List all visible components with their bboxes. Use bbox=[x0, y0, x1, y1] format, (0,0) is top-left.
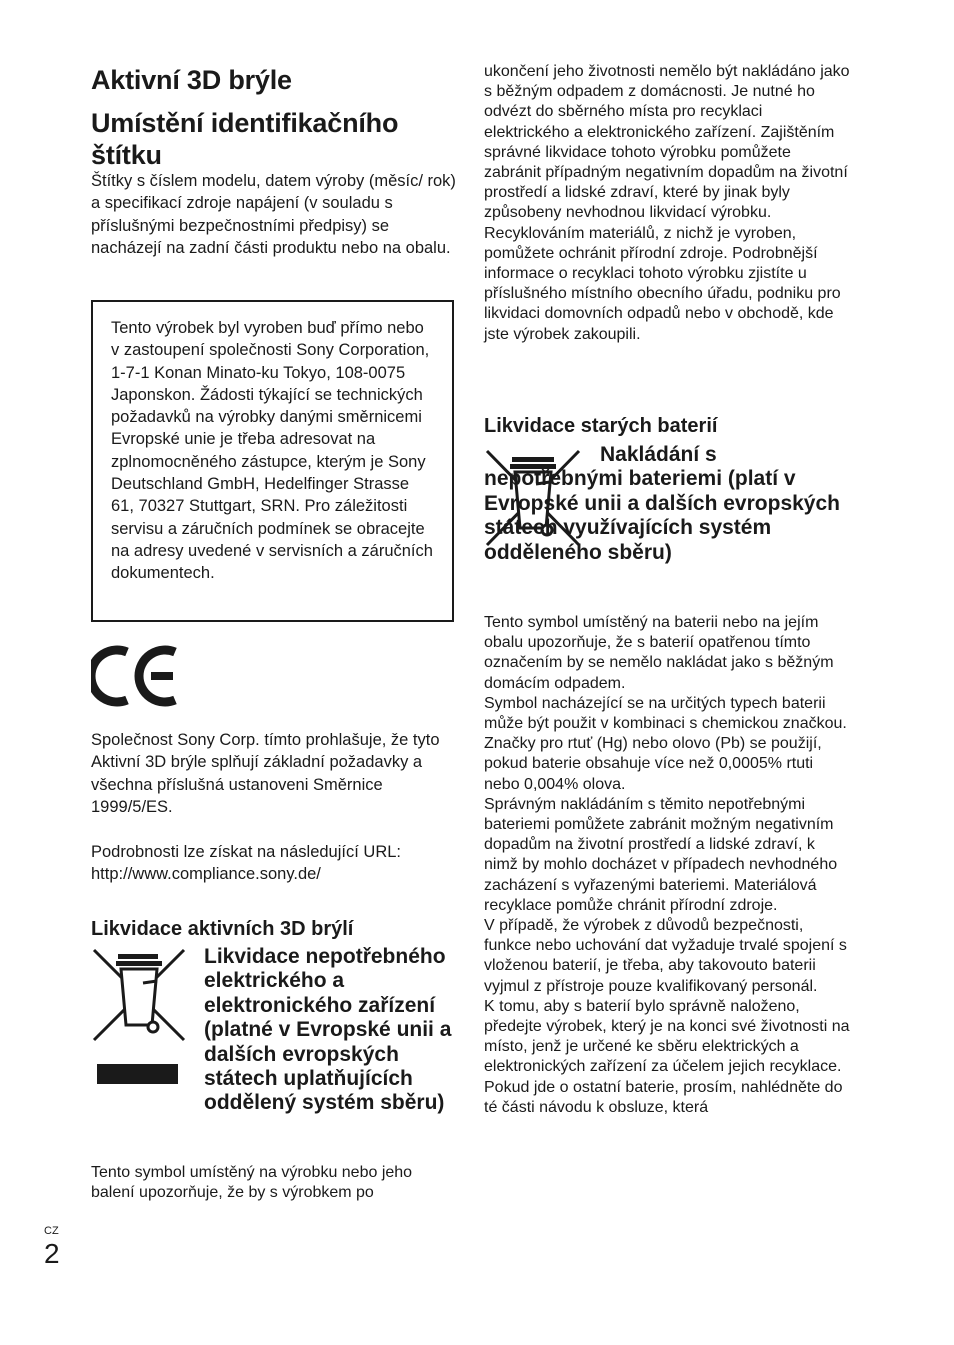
ce-mark-icon bbox=[91, 644, 183, 708]
disposal-subheading-text: Likvidace nepotřebného elektrického a elektronického zařízení (platné v Evropské unii a dalších evropských státech uplatňujících oddělený systém sběru) bbox=[204, 945, 452, 1115]
battery-paragraph-3: Značky pro rtuť (Hg) nebo olovo (Pb) se použijí, pokud baterie obsahuje více než 0,0005% rtuti nebo 0,004% olova. bbox=[484, 735, 822, 793]
details-url-link[interactable]: http://www.compliance.sony.de/ bbox=[91, 865, 321, 883]
page-number: 2 bbox=[44, 1238, 60, 1269]
section-title-label-location: Umístění identifikačního štítku bbox=[91, 108, 399, 170]
details-line: Podrobnosti lze získat na následující URL: bbox=[91, 843, 401, 861]
disposal-continued-text: ukončení jeho životnosti nemělo být nakládáno jako s běžným odpadem z domácnosti. Je nutné ho odvézt do sběrného místa pro recyklaci elektrického a elektronického zařízení. Zajištěním správné likvidace tohoto výrobku pomůžete zabránit případným negativním dopadům na životní prostředí a lidské zdraví, které by jinak byly způsobeny nevhodnou likvidací výrobku. Recyklováním materiálů, z nichž je vyroben, pomůžete ochránit přírodní zdroje. Podrobnější informace o recyklaci tohoto výrobku zjistíte u příslušného místního obecního úřadu, podniku pro likvidaci domovních odpadů nebo v obchodě, kde jste výrobek zakoupili. bbox=[484, 63, 850, 343]
disposal-heading: Likvidace aktivních 3D brýlí bbox=[91, 918, 354, 940]
crossed-out-bin-icon bbox=[91, 947, 187, 1087]
label-location-text: Štítky s číslem modelu, datem výroby (měsíc/ rok) a specifikací zdroje napájení (v souladu s příslušnými bezpečnostními předpisy) se nacházejí na zadní části produktu nebo na obalu. bbox=[91, 172, 456, 257]
battery-subheading-text: Nakládání s nepotřebnými bateriemi (platí v Evropské unii a dalších evropských státech využívajících systém odděleného sběru) bbox=[484, 443, 840, 564]
declaration-text: Společnost Sony Corp. tímto prohlašuje, že tyto Aktivní 3D brýle splňují základní požadavky a všechna příslušná ustanoveni Směrnice 1999/5/ES. bbox=[91, 731, 440, 816]
battery-paragraph-1: Tento symbol umístěný na baterii nebo na jejím obalu upozorňuje, že s baterií opatřenou tímto označením by se nemělo nakládat jako s běžným domácím odpadem. bbox=[484, 614, 834, 692]
battery-body bbox=[484, 613, 850, 1118]
battery-paragraph-6: K tomu, aby s baterií bylo správně naloženo, předejte výrobek, který je na konci své životnosti na místo, jenž je určené ke sběru elektrických a elektronických zařízení za účelem jejich recyklace. bbox=[484, 997, 850, 1076]
document-title: Aktivní 3D brýle bbox=[91, 65, 292, 95]
battery-paragraph-5: V případě, že výrobek z důvodů bezpečnosti, funkce nebo uchování dat vyžaduje trvalé spojení s vloženou baterií, je třeba, aby takovouto baterii vyjmul z přístroje pouze kvalifikovaný personál. bbox=[484, 917, 847, 995]
manufacturer-notice-box bbox=[91, 300, 454, 622]
disposal-subheading bbox=[204, 945, 458, 1116]
battery-paragraph-4: Správným nakládáním s těmito nepotřebnými bateriemi pomůžete zabránit možným negativním dopadům na životní prostředí a lidské zdraví, k nimž by mohlo docházet v případech nevhodného zacházení s vyřazenými bateriemi. Materiálová recyklace pomůže chránit přírodní zdroje. bbox=[484, 795, 838, 914]
disposal-text: Tento symbol umístěný na výrobku nebo jeho balení upozorňuje, že by s výrobkem po bbox=[91, 1164, 413, 1202]
battery-subheading bbox=[484, 443, 850, 565]
manufacturer-notice-text: Tento výrobek byl vyroben buď přímo nebo v zastoupení společnosti Sony Corporation, 1-7-1 Konan Minato-ku Tokyo, 108-0075 Japonskon. Žádosti týkající se technických požadavků na výrobky danými směrnicemi Evropské unie je třeba adresovat na zplnomocněného zástupce, kterým je Sony Deutschland GmbH, Hedelfinger Strasse 61, 70327 Stuttgart, SRN. Pro záležitosti servisu a záručních podmínek se obracejte na adresy uvedené v servisních a záručních dokumentech. bbox=[111, 319, 433, 583]
battery-paragraph-7: Pokud jde o ostatní baterie, prosím, nahlédněte do té části návodu k obsluze, která bbox=[484, 1078, 843, 1116]
battery-paragraph-2: Symbol nacházející se na určitých typech baterii může být použit v kombinaci s chemickou značkou. bbox=[484, 694, 847, 733]
battery-heading: Likvidace starých baterií bbox=[484, 415, 718, 437]
language-code: CZ bbox=[44, 1225, 59, 1237]
